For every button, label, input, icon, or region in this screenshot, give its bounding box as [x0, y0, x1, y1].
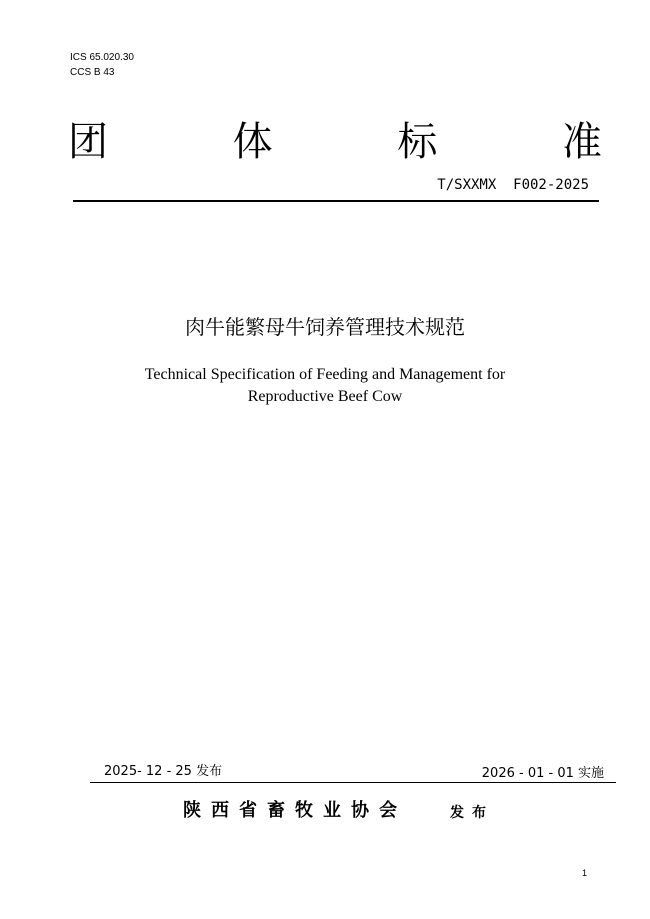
title-en-line-2: Reproductive Beef Cow [247, 388, 403, 405]
publisher-name: 陕西省畜牧业协会 [183, 800, 407, 821]
page-number: 1 [582, 868, 588, 878]
standard-type-heading [68, 118, 602, 166]
standard-code: T/SXXMX F002-2025 [437, 177, 589, 193]
title-en-line-1: Technical Specification of Feeding and Management for [144, 366, 506, 383]
standard-type-char: 标 [397, 119, 438, 165]
issue-date: 2025- 12 - 25 发布 [104, 764, 223, 779]
ccs-code: CCS B 43 [70, 67, 115, 78]
document-title-cn: 肉牛能繁母牛饲养管理技术规范 [185, 315, 465, 339]
bottom-divider [90, 782, 616, 783]
standard-type-char: 准 [561, 119, 602, 165]
standard-type-char: 体 [232, 119, 273, 165]
ics-code: ICS 65.020.30 [70, 52, 134, 63]
effective-date: 2026 - 01 - 01 实施 [481, 766, 604, 781]
top-divider [73, 200, 599, 202]
document-title-en [0, 364, 650, 408]
publish-label: 发布 [450, 805, 494, 821]
standard-type-char: 团 [68, 119, 108, 165]
